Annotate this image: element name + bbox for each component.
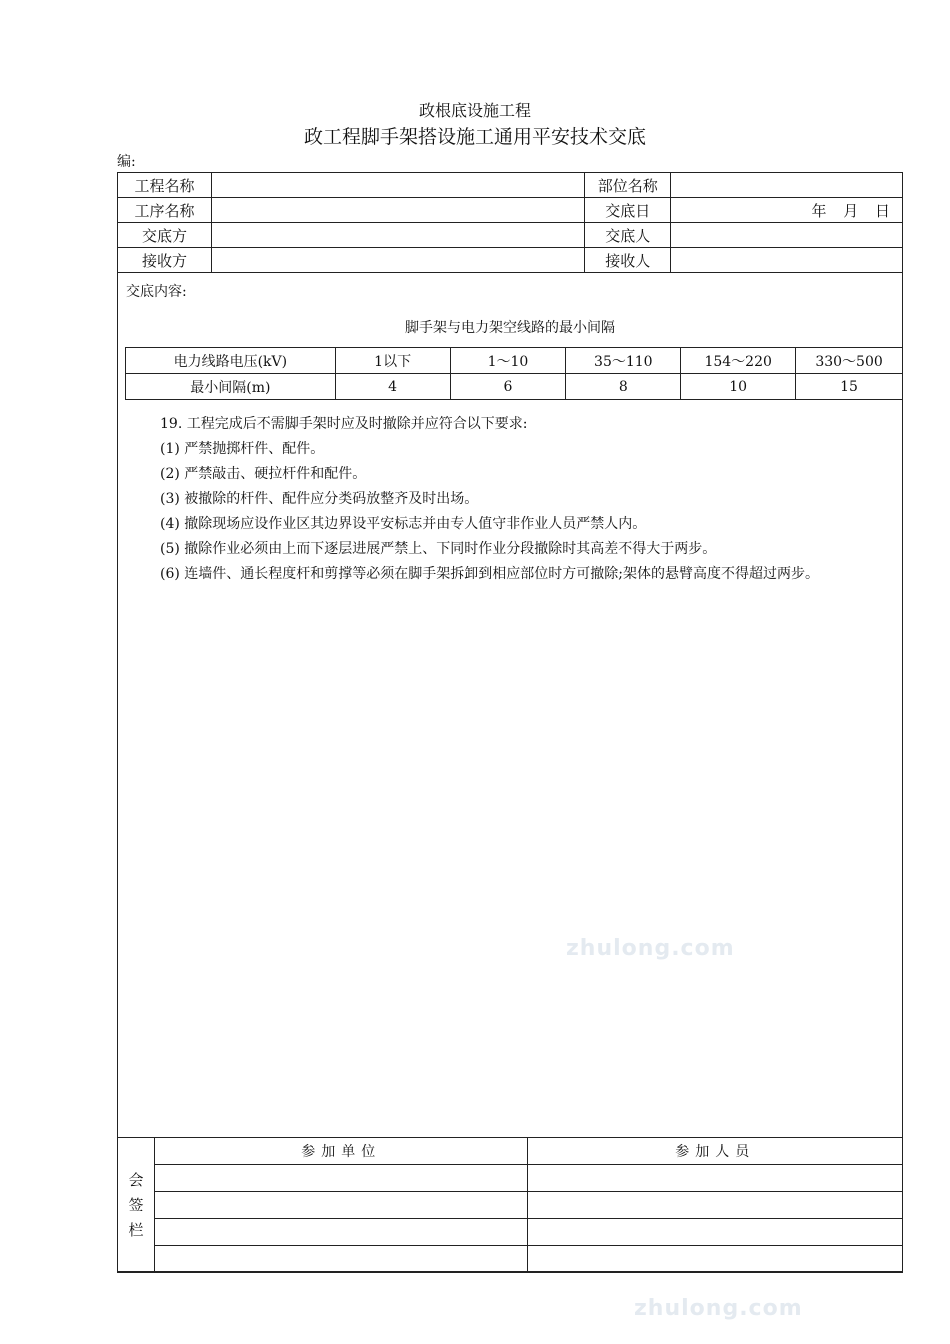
briefing-person-label: 交底人 [585, 223, 671, 248]
table-row [118, 1246, 903, 1273]
personnel-cell[interactable] [528, 1246, 903, 1273]
briefing-party-label: 交底方 [118, 223, 212, 248]
table-row [118, 173, 903, 198]
distance-table [125, 347, 903, 400]
paragraph-item-3: (3) 被撤除的杆件、配件应分类码放整齐及时出场。 [160, 491, 479, 507]
table-header-cell: 330～500 [796, 348, 903, 374]
sign-off-table [117, 1137, 903, 1273]
paragraph-item-6: (6) 连墙件、通长程度杆和剪撑等必须在脚手架拆卸到相应部位时方可撤除;架体的悬臂高度不得超过两步。 [160, 566, 819, 582]
process-name-field[interactable] [211, 198, 584, 223]
info-table [117, 172, 903, 273]
personnel-cell[interactable] [528, 1192, 903, 1219]
table-row [126, 348, 903, 374]
part-name-label: 部位名称 [585, 173, 671, 198]
project-name-field[interactable] [211, 173, 584, 198]
participating-unit-header: 参加单位 [154, 1138, 528, 1165]
title-line-1: 政根底设施工程 [418, 101, 531, 120]
unit-cell[interactable] [154, 1192, 528, 1219]
receiver-label: 接收人 [585, 248, 671, 273]
side-label-char: 会 [128, 1170, 144, 1189]
process-name-label: 工序名称 [118, 198, 212, 223]
table-cell: 15 [796, 374, 903, 400]
table-row [118, 1219, 903, 1246]
watermark-text: zhulong.com [634, 1296, 803, 1321]
table-row [118, 248, 903, 273]
unit-cell[interactable] [154, 1219, 528, 1246]
receiving-party-field[interactable] [211, 248, 584, 273]
bian-label: 编: [117, 154, 136, 170]
unit-cell[interactable] [154, 1165, 528, 1192]
content-label: 交底内容: [126, 284, 187, 300]
paragraph-item-4: (4) 撤除现场应设作业区其边界设平安标志并由专人值守非作业人员严禁人内。 [160, 516, 647, 532]
table-row [118, 198, 903, 223]
table-header-cell: 1～10 [450, 348, 566, 374]
briefing-date-label: 交底日 [585, 198, 671, 223]
unit-cell[interactable] [154, 1246, 528, 1273]
side-label-char: 栏 [128, 1220, 144, 1239]
side-label-char: 签 [128, 1195, 144, 1214]
table-row [118, 1138, 903, 1165]
table-cell: 最小间隔(m) [126, 374, 336, 400]
personnel-cell[interactable] [528, 1165, 903, 1192]
table-row [118, 1165, 903, 1192]
table-header-cell: 154～220 [681, 348, 796, 374]
briefing-party-field[interactable] [211, 223, 584, 248]
form-frame [117, 172, 903, 1272]
table-header-cell: 35～110 [566, 348, 681, 374]
project-name-label: 工程名称 [118, 173, 212, 198]
sign-off-side-label [118, 1138, 155, 1273]
document-title: 政工程脚手架搭设施工通用平安技术交底 [303, 126, 646, 148]
table-cell: 8 [566, 374, 681, 400]
paragraph-19: 19. 工程完成后不需脚手架时应及时撤除并应符合以下要求: [160, 416, 528, 432]
table-header-cell: 电力线路电压(kV) [126, 348, 336, 374]
table-row [126, 374, 903, 400]
part-name-field[interactable] [671, 173, 903, 198]
watermark-text: zhulong.com [566, 936, 735, 961]
table-cell: 4 [335, 374, 450, 400]
table-cell: 6 [450, 374, 566, 400]
receiver-field[interactable] [671, 248, 903, 273]
briefing-date-field[interactable]: 年 月 日 [671, 198, 903, 223]
distance-table-caption: 脚手架与电力架空线路的最小间隔 [405, 320, 615, 336]
paragraph-item-1: (1) 严禁抛掷杆件、配件。 [160, 441, 325, 457]
briefing-person-field[interactable] [671, 223, 903, 248]
receiving-party-label: 接收方 [118, 248, 212, 273]
table-header-cell: 1以下 [335, 348, 450, 374]
paragraph-item-5: (5) 撤除作业必须由上而下逐层进展严禁上、下同时作业分段撤除时其高差不得大于两步。 [160, 541, 717, 557]
table-cell: 10 [681, 374, 796, 400]
participating-personnel-header: 参加人员 [528, 1138, 903, 1165]
table-row [118, 1192, 903, 1219]
personnel-cell[interactable] [528, 1219, 903, 1246]
table-row [118, 223, 903, 248]
paragraph-item-2: (2) 严禁敲击、硬拉杆件和配件。 [160, 466, 367, 482]
